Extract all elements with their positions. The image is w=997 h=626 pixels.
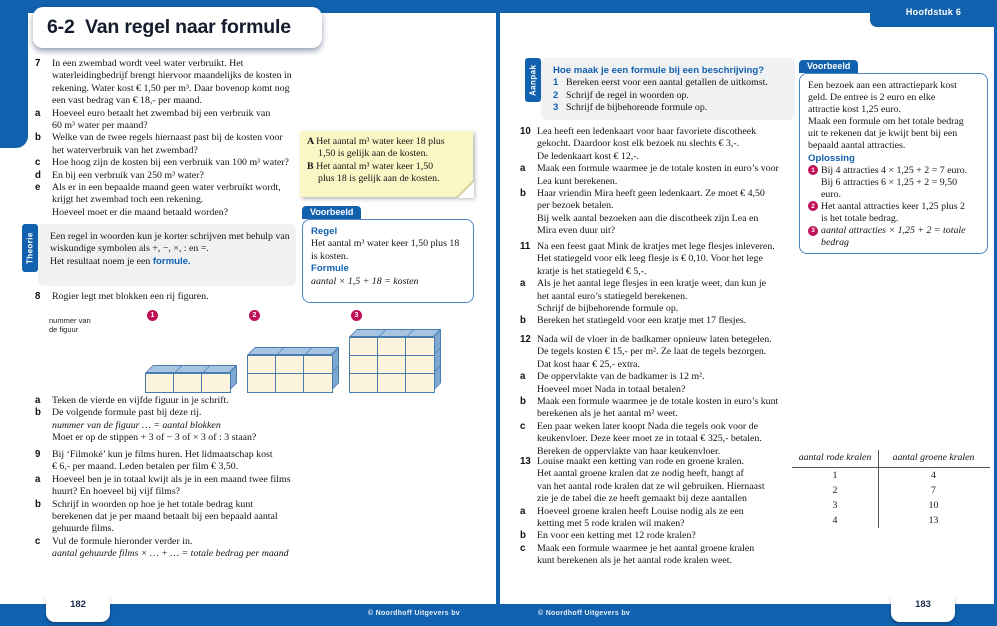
table-header-cell: aantal rode kralen (798, 452, 872, 463)
text-line: Hoeveel moet er die maand betaald worden? (52, 206, 229, 218)
exercise-item (35, 395, 475, 407)
table-cell: 7 (878, 483, 988, 498)
exercise-item (35, 536, 475, 561)
text-line: Nada wil de vloer in de badkamer opnieuw laten betegelen. (537, 334, 772, 345)
item-lines (537, 188, 800, 238)
item-label: c (35, 157, 41, 169)
item-label: a (35, 107, 41, 119)
text-segment: bedrag (821, 237, 849, 249)
text-line: het waterverbruik van het zwembad? (52, 144, 198, 156)
voorbeeld-tab: Voorbeeld (302, 206, 361, 219)
text-line: waterleidingbedrijf brengt hiervoor maandelijks de kosten in (52, 70, 292, 82)
block-cell (202, 374, 230, 392)
item-lines (537, 396, 800, 421)
exercise-item (520, 421, 800, 458)
text-line: gehuurde films. (52, 523, 114, 535)
text-line (553, 65, 795, 77)
text-line: 1,50 is gelijk aan de kosten. (318, 148, 428, 160)
block-cell (146, 374, 174, 392)
chapter-tab: Hoofdstuk 6 (870, 0, 997, 27)
section-title: 6-2 Van regel naar formule (33, 7, 322, 48)
table-cell: 4 (878, 468, 988, 483)
exercise-item (520, 188, 800, 238)
text-line (808, 225, 979, 237)
text-segment: Formule (311, 263, 349, 275)
item-label: d (35, 169, 41, 181)
item-lines (52, 536, 475, 561)
text-line: kratje is het statiegeld € 5,-. (537, 265, 647, 277)
exercise-item (520, 126, 800, 163)
text-line: Moet er op de stippen + 3 of − 3 of × 3 of : 3 staan? (52, 432, 257, 444)
block-figure (145, 373, 231, 393)
exercise-item (520, 371, 800, 396)
text-line: van het aantal rode kralen dat ze wil gebruiken. Hiernaast (537, 480, 765, 492)
text-line: Een paar weken later koopt Nada die tegels ook voor de (537, 420, 759, 432)
text-line: rekening. Water kost € 1,50 per m³. Daar bovenop komt nog (52, 82, 290, 94)
item-lines (52, 499, 475, 536)
item-label: b (520, 315, 526, 327)
text-line: Hoeveel moet Nada in totaal betalen? (537, 383, 686, 395)
text-segment: B (307, 160, 317, 172)
block-edge (277, 348, 284, 354)
exercise-13 (520, 456, 790, 568)
figure-caption (49, 316, 91, 334)
item-label: 7 (35, 58, 41, 69)
block-edge (407, 330, 414, 336)
text-line: De ledenkaart kost € 12,-. (537, 150, 640, 162)
text-line: Hoeveel groene kralen heeft Louise nodig als ze een (537, 505, 744, 517)
text-segment: Oplossing (808, 152, 855, 164)
text-line: Bereken het statiegeld voor een kratje met 17 flesjes. (537, 315, 747, 327)
text-line: 2 Schrijf de regel in woorden op. (553, 89, 689, 101)
voorbeeld-box-right (799, 60, 991, 256)
item-label: a (35, 395, 41, 406)
table-row (792, 468, 990, 483)
exercise-item (35, 108, 495, 133)
step-number: 1 (553, 77, 559, 89)
block-cell (248, 374, 276, 392)
text-line: Als je het aantal lege flesjes in een kratje weet, dan kun je (537, 278, 766, 290)
text-line: 2 Het aantal attracties keer 1,25 plus 2 (808, 201, 979, 213)
item-lines (52, 58, 495, 108)
aanpak-box (525, 58, 795, 120)
text-line: is kosten. (311, 250, 349, 262)
item-label: 9 (35, 449, 41, 460)
text-line: Vul de formule hieronder verder in. (52, 535, 193, 547)
block-top-face (349, 329, 441, 337)
figure-number-badge: 3 (351, 310, 362, 321)
text-line: berekenen als je het aantal m² weet. (537, 408, 678, 420)
block-figure (247, 355, 333, 393)
exercise-8-items (35, 395, 475, 445)
item-lines (52, 291, 475, 303)
exercise-item (520, 278, 800, 315)
text-line: A Het aantal m³ water keer 18 plus (307, 136, 445, 147)
text-line: Het statiegeld voor elk leeg flesje is € 0,10. Voor het lege (537, 253, 763, 265)
text-line: is het totale bedrag. (821, 213, 899, 225)
exercise-item (35, 474, 475, 499)
text-line: Als er in een bepaalde maand geen water verbruikt wordt, (52, 182, 281, 194)
item-number-badge: 1 (808, 165, 818, 175)
text-line: Het aantal m³ water keer 1,50 plus 18 (311, 238, 460, 250)
text-line: Haar vriendin Mira heeft geen ledenkaart. Ze moet € 4,50 (537, 188, 765, 200)
table-cell: 10 (878, 498, 988, 513)
table-cell: 13 (878, 513, 988, 528)
exercise-item (35, 58, 495, 108)
voorbeeld-box-left (302, 206, 478, 304)
table-row (792, 513, 990, 528)
text-line: 1 Bij 4 attracties 4 × 1,25 + 2 = 7 euro. (808, 165, 979, 177)
item-lines (52, 108, 495, 133)
block-cell (304, 356, 332, 374)
item-lines (537, 530, 790, 542)
text-line: berekenen dat je per maand betaalt bij een bepaald aantal (52, 511, 278, 523)
item-lines (537, 163, 800, 188)
item-label: a (520, 278, 526, 290)
text-line: 1 Bereken eerst voor een aantal getallen de uitkomst. (553, 77, 768, 89)
text-segment: Hoe maak je een formule bij een beschrijving? (553, 65, 765, 76)
text-line: Een bezoek aan een attractiepark kost (808, 80, 957, 91)
text-line: Teken de vierde en vijfde figuur in je schrift. (52, 395, 229, 406)
text-line: gekocht. Daardoor kost elk bezoek nu slechts € 3,-. (537, 138, 740, 150)
text-line: zie je de tabel die ze heeft gemaakt bij deze aantallen (537, 493, 747, 505)
text-line: attractie kost 1,25 euro. (808, 104, 901, 116)
exercise-item (520, 530, 790, 542)
text-line: Schrijf de bijbehorende formule op. (537, 303, 679, 315)
item-lines (537, 126, 800, 163)
item-lines (537, 241, 800, 278)
text-segment: aantal gehuurde films × … + … = totale bedrag per maand (52, 548, 289, 560)
item-label: c (520, 420, 526, 432)
text-line: Louise maakt een ketting van rode en groene kralen. (537, 456, 745, 467)
text-line: Maak een formule waarmee je de totale kosten in euro’s voor (537, 163, 779, 175)
block-top-face (145, 365, 237, 373)
text-line: 3 Schrijf de bijbehorende formule op. (553, 102, 708, 114)
exercise-item (520, 396, 800, 421)
text-line: Bij 6 attracties 6 × 1,25 + 2 = 9,50 (821, 176, 958, 188)
text-line: Na een feest gaat Mink de kratjes met lege flesjes inleveren. (537, 241, 775, 252)
block-cell (350, 338, 378, 356)
theorie-box (22, 224, 297, 286)
text-line: Een regel in woorden kun je korter schrijven met behulp van (50, 231, 290, 242)
block-edge (379, 330, 386, 336)
exercise-item (520, 456, 790, 506)
text-segment: A (307, 136, 317, 147)
item-lines (52, 407, 475, 444)
block-cell (276, 374, 304, 392)
exercise-item (520, 506, 790, 531)
text-line (52, 548, 475, 560)
text-line: In een zwembad wordt veel water verbruikt. Het (52, 58, 244, 69)
text-line: Bij welk aantal bezoeken aan die discotheek zijn Lea en (537, 212, 759, 224)
item-label: c (520, 542, 526, 554)
page-number-right: 183 (891, 596, 955, 622)
text-line: En bij een verbruik van 250 m³ water? (52, 169, 204, 181)
exercise-item (520, 315, 800, 327)
figure-number-badge: 1 (147, 310, 158, 321)
item-label: c (35, 535, 41, 547)
block-cell (378, 374, 406, 392)
item-lines (537, 421, 800, 458)
text-line: Het aantal groene kralen dat ze nodig heeft, hangt af (537, 468, 744, 480)
text-line: Schrijf in woorden op hoe je het totale bedrag kunt (52, 498, 254, 510)
text-line: huurt? En hoeveel bij vijf films? (52, 486, 181, 498)
text-line: uit te rekenen dat je kwijt bent bij een (808, 128, 958, 140)
exercise-item (35, 407, 475, 444)
block-cell (406, 356, 434, 374)
exercise-item (520, 163, 800, 188)
exercise-item (35, 449, 475, 474)
text-line (311, 263, 465, 275)
item-lines (537, 315, 800, 327)
text-line: bepaald aantal attracties. (808, 140, 906, 152)
text-line: Maak een formule waarmee je de totale kosten in euro’s kunt (537, 396, 779, 408)
text-line: per bezoek betalen. (537, 200, 614, 212)
text-line: De volgende formule past bij deze rij. (52, 407, 202, 419)
exercise-9 (35, 449, 475, 561)
block-cell (248, 356, 276, 374)
text-segment: formule. (152, 255, 191, 267)
text-line: Hoeveel euro betaalt het zwembad bij een verbruik van (52, 107, 271, 119)
block-cell (350, 356, 378, 374)
figure-number-badge: 2 (249, 310, 260, 321)
step-number: 3 (553, 102, 559, 114)
text-line: 60 m³ water per maand? (52, 120, 148, 132)
table-header-row (792, 450, 990, 468)
exercise-8-intro (35, 291, 475, 303)
item-label: 11 (520, 241, 531, 252)
theorie-tab: Theorie (22, 224, 38, 272)
block-edge (175, 366, 182, 372)
block-top-face (247, 347, 339, 355)
caption-line: de figuur (49, 325, 79, 334)
aanpak-body (541, 58, 795, 120)
text-line: keukenvloer. Deze keer moet ze in totaal € 325,- betalen. (537, 433, 762, 445)
copyright-right: © Noordhoff Uitgevers bv (538, 610, 631, 617)
text-line: wiskundige symbolen als +, −, ×, : en =. (50, 243, 209, 255)
text-line: plus 18 is gelijk aan de kosten. (318, 173, 440, 185)
text-line: Maak een formule om het totale bedrag (808, 116, 964, 128)
text-line: Mira even duur uit? (537, 225, 616, 237)
note-box (300, 131, 473, 197)
text-line: Dat kost haar € 25,- extra. (537, 358, 640, 370)
item-label: 12 (520, 334, 531, 345)
text-line: Welke van de twee regels hiernaast past bij de kosten voor (52, 132, 283, 144)
item-number-badge: 3 (808, 226, 818, 236)
text-line: Hoe hoog zijn de kosten bij een verbruik van 100 m³ water? (52, 157, 289, 169)
item-label: b (35, 132, 41, 144)
table-cell: 4 (832, 515, 838, 526)
text-segment: aantal attracties × 1,25 + 2 = totale (821, 225, 966, 237)
item-label: b (520, 530, 526, 542)
block-cell (406, 338, 434, 356)
theorie-body (38, 224, 296, 286)
exercise-item (520, 543, 790, 568)
item-lines (537, 543, 790, 568)
text-segment: aantal × 1,5 + 18 = kosten (311, 275, 419, 287)
text-line: € 6,- per maand. Leden betalen per film € 3,50. (52, 461, 239, 473)
text-line (52, 420, 475, 432)
text-line: ketting met 5 rode kralen wil maken? (537, 518, 685, 530)
item-label: 8 (35, 291, 41, 302)
table-cell: 3 (832, 500, 838, 511)
caption-line: nummer van (49, 316, 91, 325)
voorbeeld-body (799, 73, 988, 254)
exercise-11 (520, 241, 800, 328)
item-label: a (520, 371, 526, 383)
item-label: b (35, 498, 41, 510)
text-line (808, 153, 979, 165)
item-lines (537, 371, 800, 396)
table-cell: 1 (832, 470, 838, 481)
block-edge (203, 366, 210, 372)
page-spine-divider (496, 0, 500, 626)
text-line: B Het aantal m³ water keer 1,50 (307, 160, 434, 172)
text-line (808, 237, 979, 249)
text-line: Lea heeft een ledenkaart voor haar favoriete discotheek (537, 126, 757, 137)
item-lines (537, 278, 800, 315)
item-label: e (35, 182, 41, 194)
block-cell (350, 374, 378, 392)
exercise-item (35, 291, 475, 303)
exercise-12 (520, 334, 800, 458)
block-cell (406, 374, 434, 392)
page-number-left: 182 (46, 596, 110, 622)
text-segment: nummer van de figuur … = aantal blokken (52, 419, 221, 431)
text-line: Hoeveel ben je in totaal kwijt als je in een maand twee films (52, 473, 291, 485)
block-edge (305, 348, 312, 354)
text-line: De oppervlakte van de badkamer is 12 m². (537, 371, 705, 383)
text-line: krijgt het zwembad toch een rekening. (52, 194, 204, 206)
text-line: Rogier legt met blokken een rij figuren. (52, 291, 209, 302)
item-label: b (35, 407, 41, 419)
block-cell (174, 374, 202, 392)
text-line: Bij ‘Filmoké’ kun je films huren. Het lidmaatschap kost (52, 449, 273, 460)
text-line: En voor een ketting met 12 rode kralen? (537, 530, 696, 542)
text-line (311, 226, 465, 238)
text-line: het aantal euro’s statiegeld berekenen. (537, 290, 688, 302)
text-line: Lea kunt berekenen. (537, 175, 618, 187)
aanpak-tab: Aanpak (525, 58, 541, 102)
text-line: Maak een formule waarmee je het aantal groene kralen (537, 542, 755, 554)
item-lines (52, 474, 475, 499)
item-label: b (520, 396, 526, 408)
item-lines (52, 449, 475, 474)
block-figure (349, 337, 435, 393)
exercise-item (35, 499, 475, 536)
left-edge-accent (0, 0, 28, 148)
copyright-left: © Noordhoff Uitgevers bv (367, 610, 460, 617)
table-header-cell: aantal groene kralen (878, 450, 988, 467)
item-lines (537, 334, 800, 371)
exercise-item (520, 334, 800, 371)
step-number: 2 (553, 89, 559, 101)
text-line: kunt berekenen als je het aantal rode kralen weet. (537, 555, 732, 567)
item-lines (52, 395, 475, 407)
item-label: a (520, 163, 526, 175)
item-label: b (520, 188, 526, 200)
text-line (311, 276, 465, 288)
block-cell (276, 356, 304, 374)
item-label: 10 (520, 126, 531, 137)
table-cell: 2 (832, 485, 838, 496)
table-row (792, 483, 990, 498)
text-line: De tegels kosten € 15,- per m². Ze laat de tegels bezorgen. (537, 346, 767, 358)
kralen-table (792, 450, 990, 528)
text-line: Het resultaat noem je een formule. (50, 255, 191, 267)
item-number-badge: 2 (808, 201, 818, 211)
item-label: 13 (520, 456, 531, 467)
item-lines (537, 456, 790, 506)
bottom-bar (0, 604, 997, 626)
text-line: Bereken de oppervlakte van haar keukenvloer. (537, 445, 721, 457)
block-cell (304, 374, 332, 392)
exercise-10 (520, 126, 800, 238)
exercise-item (520, 241, 800, 278)
block-figures (35, 308, 475, 394)
block-cell (378, 338, 406, 356)
table-row (792, 498, 990, 513)
text-line: geld. De entree is 2 euro en elke (808, 92, 936, 104)
text-line: een vast bedrag van € 18,- per maand. (52, 95, 202, 107)
item-label: a (520, 505, 526, 517)
item-label: a (35, 473, 41, 485)
item-lines (537, 506, 790, 531)
voorbeeld-tab: Voorbeeld (799, 60, 858, 73)
text-line: euro. (821, 188, 842, 200)
text-segment: Regel (311, 226, 338, 237)
block-cell (378, 356, 406, 374)
